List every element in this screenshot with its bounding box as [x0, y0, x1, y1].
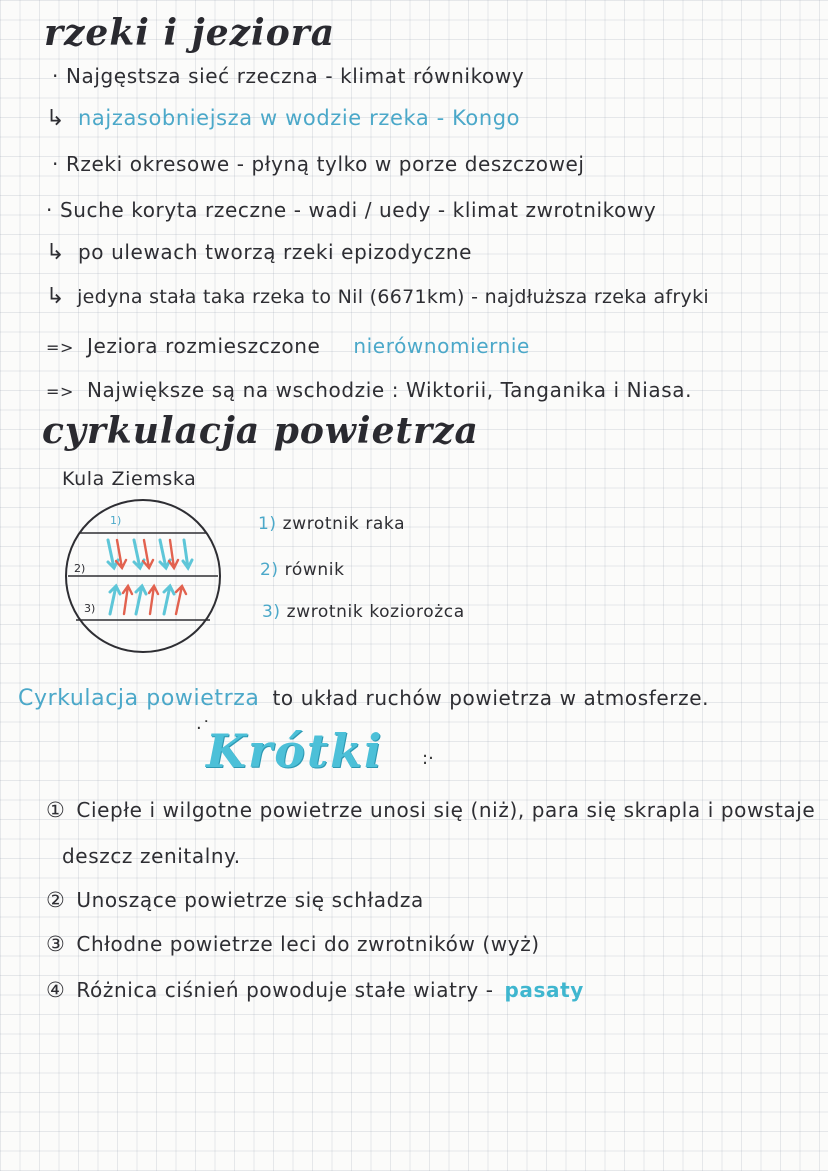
- rivers-line-1: [52, 64, 524, 88]
- step-text: Unoszące powietrze się schładza: [76, 888, 424, 912]
- rivers-line-6: [46, 284, 709, 309]
- note-text-highlight: najzasobniejsza w wodzie rzeka - Kongo: [78, 106, 521, 130]
- arrow-down-icon: [160, 540, 170, 568]
- legend-number: 1): [258, 514, 277, 534]
- step-text: Chłodne powietrze leci do zwrotników (wyż): [76, 932, 540, 956]
- rivers-line-7: [46, 334, 530, 358]
- note-text-highlight: nierównomiernie: [353, 334, 530, 358]
- step-text: Ciepłe i wilgotne powietrze unosi się (niż), para się skrapla i powstaje: [76, 798, 816, 822]
- legend-text: zwrotnik koziorożca: [286, 602, 465, 622]
- legend-number: 3): [262, 602, 281, 622]
- step-1: [46, 798, 815, 822]
- step-text-highlight: pasaty: [504, 978, 584, 1002]
- arrow-down-red-icon: [143, 540, 153, 568]
- legend-number: 2): [260, 560, 279, 580]
- rivers-line-3: [52, 152, 585, 176]
- step-number: ②: [46, 888, 66, 912]
- legend-item-2: [260, 560, 345, 580]
- implies-arrow-icon: =>: [46, 382, 75, 401]
- rivers-line-4: [46, 198, 656, 222]
- note-text: Najgęstsza sieć rzeczna - klimat równikowy: [65, 64, 525, 88]
- bullet: ·: [52, 64, 59, 88]
- globe-diagram: [60, 496, 230, 660]
- globe-marker-1: 1): [110, 514, 122, 527]
- decorative-dots-icon: :·: [422, 748, 434, 769]
- note-text: jedyna stała taka rzeka to Nil (6671km) - najdłuższa rzeka afryki: [77, 286, 709, 308]
- globe-marker-3: 3): [84, 602, 96, 615]
- decorative-dots-icon: ·˙: [196, 718, 211, 739]
- heading-air-circulation: cyrkulacja powietrza: [42, 410, 479, 452]
- globe-label: Kula Ziemska: [62, 468, 197, 490]
- step-number: ①: [46, 798, 66, 822]
- arrow-up-red-icon: [149, 586, 158, 614]
- note-text: po ulewach tworzą rzeki epizodyczne: [78, 240, 473, 264]
- globe-marker-2: 2): [74, 562, 86, 575]
- heading-rivers-lakes: rzeki i jeziora: [44, 12, 336, 54]
- arrow-up-icon: [164, 586, 174, 614]
- step-text: Różnica ciśnień powoduje stałe wiatry -: [76, 978, 494, 1002]
- rivers-line-2: [46, 106, 520, 131]
- definition-text: to układ ruchów powietrza w atmosferze.: [272, 686, 710, 710]
- legend-item-3: [262, 602, 465, 622]
- rivers-line-5: [46, 240, 472, 265]
- step-1-continuation: deszcz zenitalny.: [62, 844, 241, 868]
- arrow-down-icon: [183, 540, 192, 568]
- definition-line: [18, 686, 709, 711]
- note-text: Jeziora rozmieszczone: [86, 334, 321, 358]
- legend-text: równik: [284, 560, 345, 580]
- arrow-up-icon: [110, 586, 120, 614]
- definition-term: Cyrkulacja powietrza: [18, 686, 260, 711]
- bullet: ·: [46, 198, 53, 222]
- legend-text: zwrotnik raka: [282, 514, 406, 534]
- rivers-line-8: [46, 378, 692, 402]
- step-2: [46, 888, 424, 912]
- arrow-icon: ↳: [46, 284, 65, 309]
- step-3: [46, 932, 540, 956]
- arrow-up-red-icon: [176, 586, 186, 614]
- bullet: ·: [52, 152, 59, 176]
- note-text: Największe są na wschodzie : Wiktorii, Tanganika i Niasa.: [86, 378, 693, 402]
- arrow-up-red-icon: [123, 586, 132, 614]
- legend-item-1: [258, 514, 405, 534]
- up-arrows: [110, 586, 186, 614]
- arrow-down-icon: [134, 540, 144, 568]
- arrow-down-red-icon: [169, 540, 178, 568]
- step-number: ③: [46, 932, 66, 956]
- implies-arrow-icon: =>: [46, 338, 75, 357]
- step-number: ④: [46, 978, 66, 1002]
- arrow-down-red-icon: [116, 540, 126, 568]
- arrow-icon: ↳: [46, 240, 66, 265]
- step-4: [46, 978, 584, 1002]
- note-text: Rzeki okresowe - płyną tylko w porze deszczowej: [65, 152, 585, 176]
- arrow-down-icon: [108, 540, 118, 568]
- heading-steps: Krótki: [206, 724, 384, 778]
- arrow-up-icon: [136, 586, 146, 614]
- note-text: Suche koryta rzeczne - wadi / uedy - klimat zwrotnikowy: [59, 198, 657, 222]
- arrow-icon: ↳: [46, 106, 66, 131]
- down-arrows: [108, 540, 192, 568]
